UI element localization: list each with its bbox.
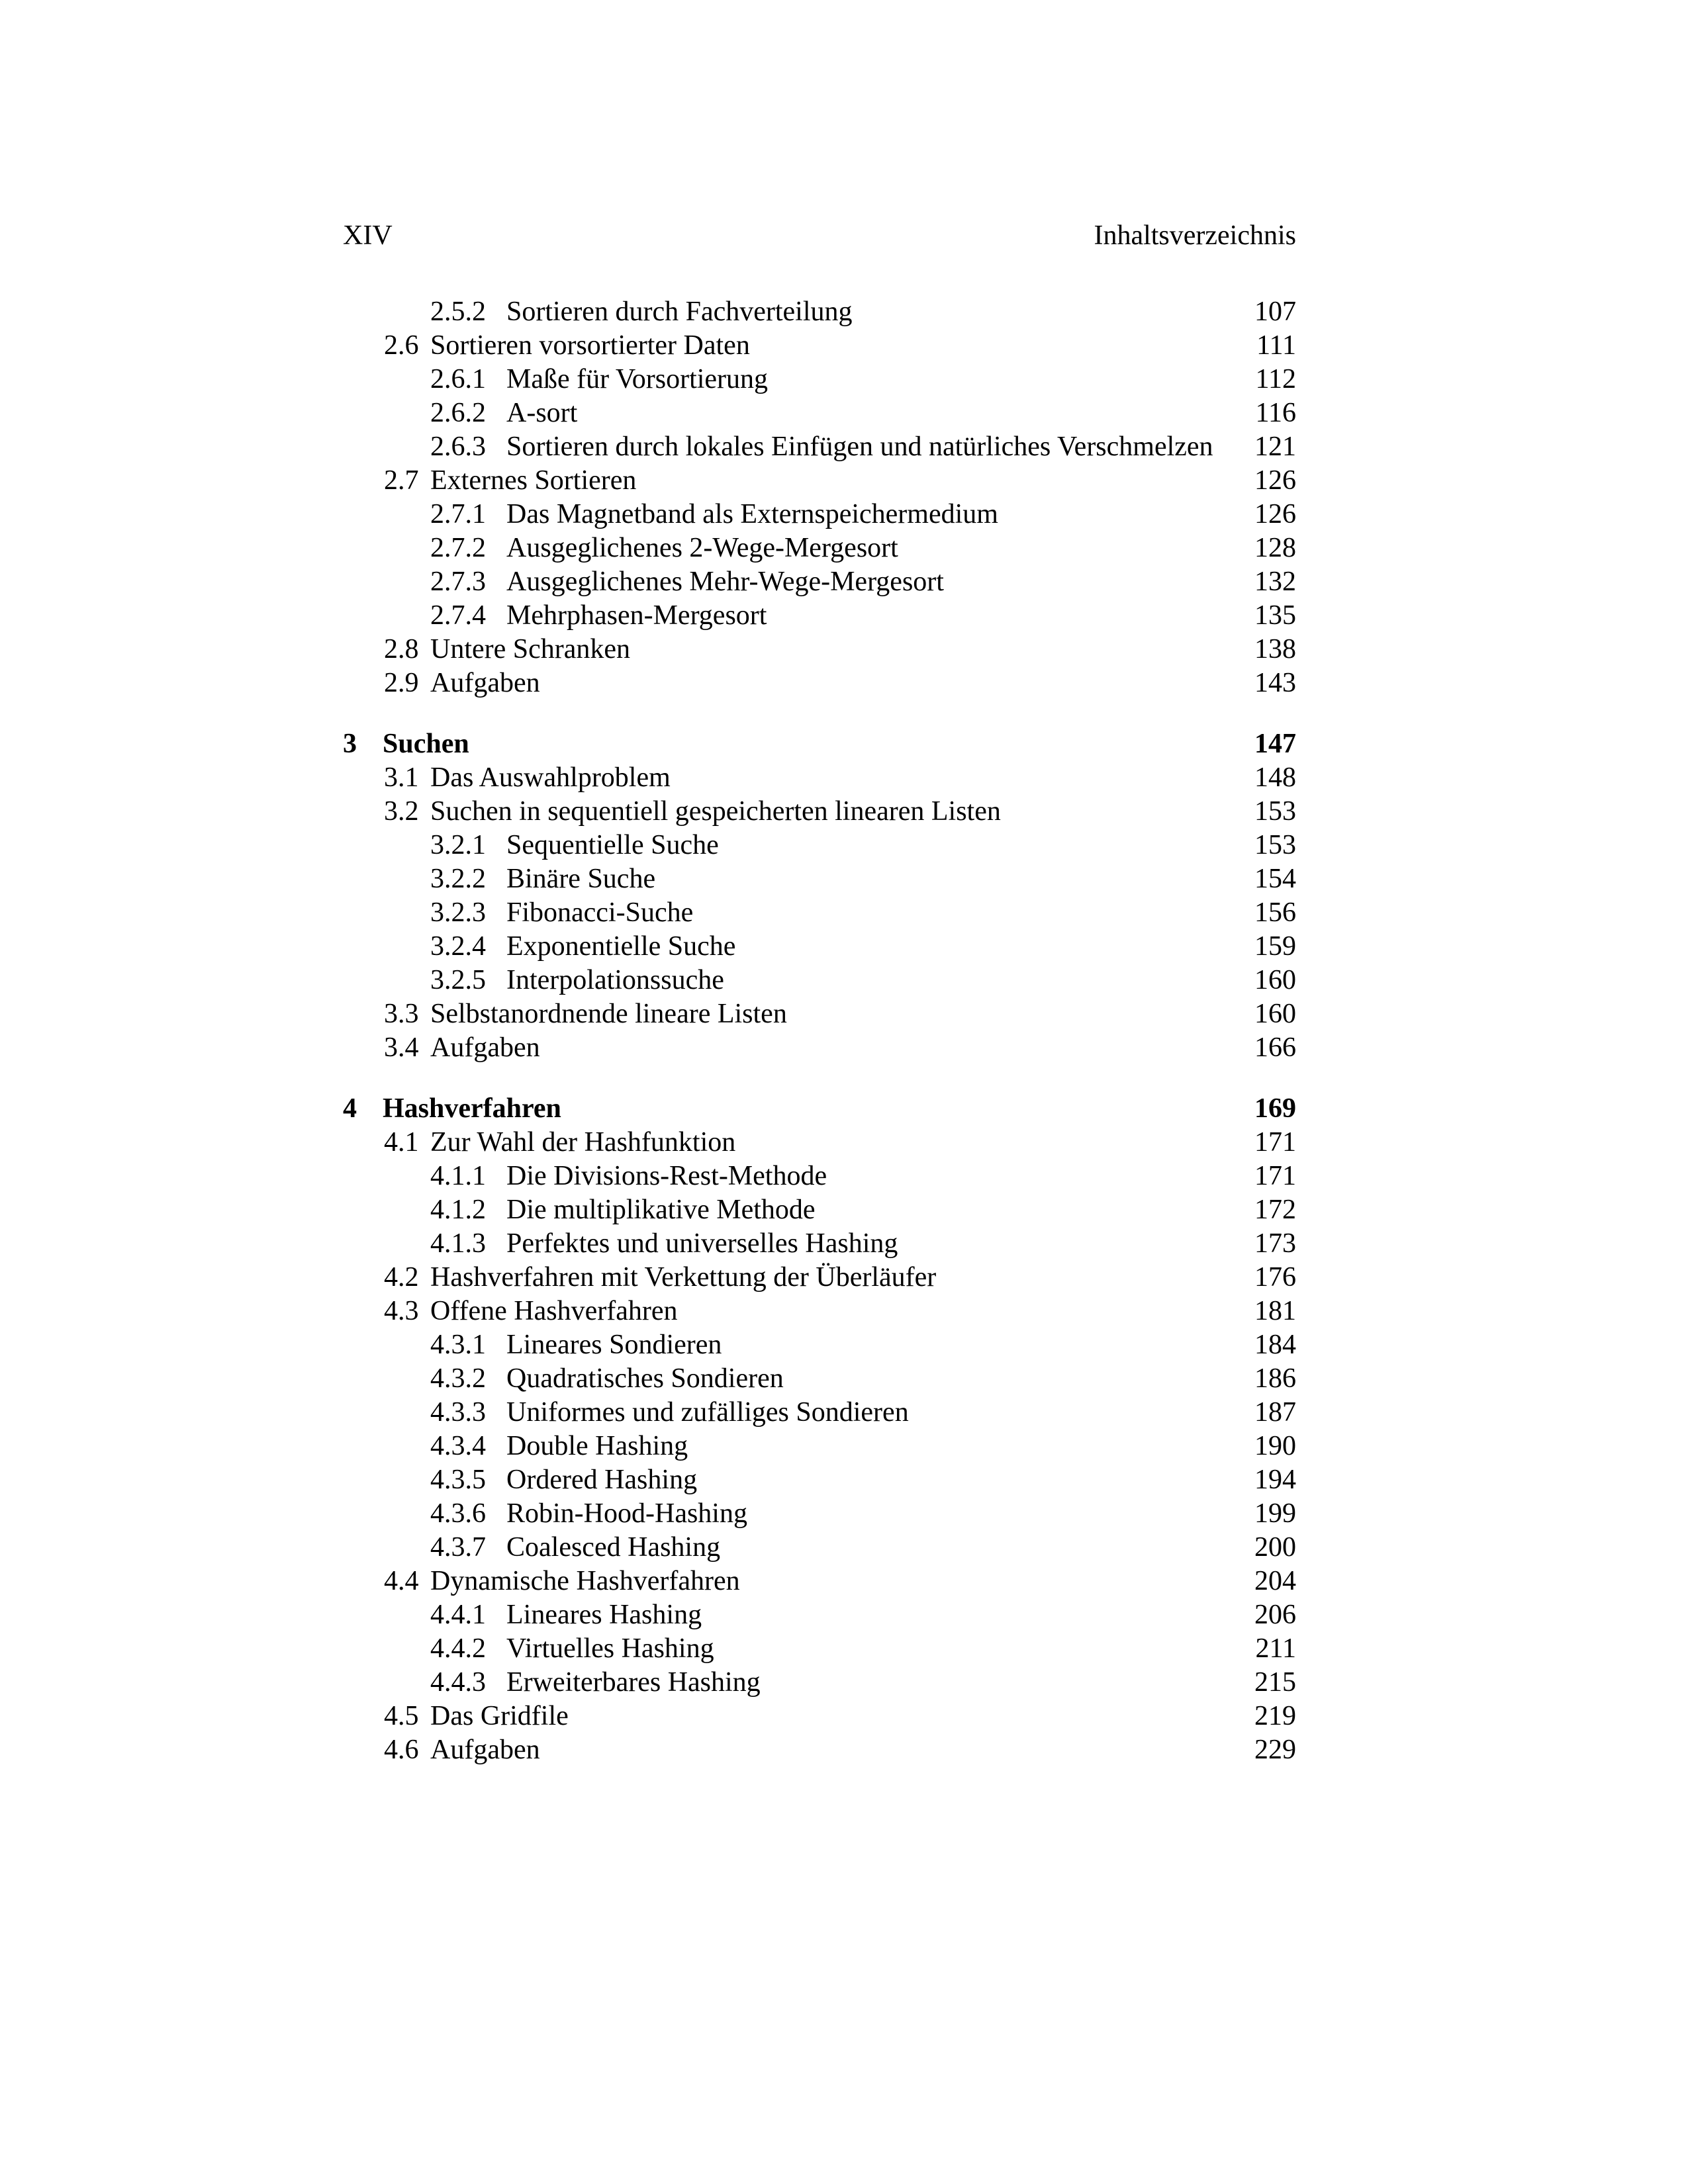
toc-entry-page: 160 bbox=[1254, 999, 1296, 1029]
toc-entry bbox=[343, 633, 1296, 666]
toc-entry-number: 2.6.1 bbox=[430, 364, 486, 394]
toc-entry-number: 2.7.3 bbox=[430, 567, 486, 597]
toc-entry-title: Robin-Hood-Hashing bbox=[506, 1498, 747, 1529]
toc-entry-number: 2.7.1 bbox=[430, 499, 486, 529]
toc-entry-number: 4.5 bbox=[384, 1701, 419, 1731]
toc-entry-page: 153 bbox=[1254, 796, 1296, 827]
running-head-title: Inhaltsverzeichnis bbox=[1094, 220, 1296, 251]
toc-entry-page: 181 bbox=[1254, 1296, 1296, 1326]
toc-entry-number: 4.6 bbox=[384, 1735, 419, 1765]
toc-entry-title: Die multiplikative Methode bbox=[506, 1195, 816, 1225]
toc-entry bbox=[343, 531, 1296, 565]
toc-entry bbox=[343, 1396, 1296, 1430]
toc-entry-page: 126 bbox=[1254, 465, 1296, 496]
toc-entry bbox=[343, 1531, 1296, 1565]
toc-entry-number: 3.2.2 bbox=[430, 864, 486, 894]
toc-entry-number: 3.1 bbox=[384, 762, 419, 793]
toc-page bbox=[343, 220, 1296, 1767]
toc-entry-number: 2.6.3 bbox=[430, 432, 486, 462]
toc-list bbox=[343, 295, 1296, 1767]
toc-entry-page: 116 bbox=[1255, 398, 1296, 428]
toc-entry-title: Externes Sortieren bbox=[430, 465, 637, 496]
toc-entry-title: Sortieren vorsortierter Daten bbox=[430, 330, 750, 361]
toc-entry-page: 229 bbox=[1254, 1735, 1296, 1765]
toc-entry-number: 3.2.4 bbox=[430, 931, 486, 962]
toc-entry-title: Das Auswahlproblem bbox=[430, 762, 671, 793]
toc-entry-page: 206 bbox=[1254, 1600, 1296, 1630]
toc-entry-title: Aufgaben bbox=[430, 668, 540, 698]
toc-entry bbox=[343, 1031, 1296, 1065]
toc-entry-title: Perfektes und universelles Hashing bbox=[506, 1228, 898, 1259]
toc-entry bbox=[343, 599, 1296, 633]
toc-entry-title: Sortieren durch lokales Einfügen und natürliches Verschmelzen bbox=[506, 432, 1213, 462]
toc-entry-page: 111 bbox=[1256, 330, 1296, 361]
toc-entry-number: 3.4 bbox=[384, 1032, 419, 1063]
toc-entry-page: 153 bbox=[1254, 830, 1296, 860]
toc-entry-page: 154 bbox=[1254, 864, 1296, 894]
toc-entry-page: 215 bbox=[1254, 1667, 1296, 1698]
toc-entry-title: Suchen bbox=[383, 729, 469, 759]
toc-entry-title: Quadratisches Sondieren bbox=[506, 1363, 784, 1394]
toc-entry-title: Selbstanordnende lineare Listen bbox=[430, 999, 787, 1029]
toc-entry-number: 3.3 bbox=[384, 999, 419, 1029]
toc-entry-page: 156 bbox=[1254, 897, 1296, 928]
toc-entry-number: 4.3.7 bbox=[430, 1532, 486, 1563]
toc-entry-page: 147 bbox=[1254, 729, 1296, 759]
toc-entry-title: Erweiterbares Hashing bbox=[506, 1667, 761, 1698]
toc-entry bbox=[343, 761, 1296, 795]
toc-entry-title: Zur Wahl der Hashfunktion bbox=[430, 1127, 736, 1158]
toc-entry-title: Maße für Vorsortierung bbox=[506, 364, 769, 394]
toc-entry bbox=[343, 964, 1296, 997]
toc-entry bbox=[343, 396, 1296, 430]
toc-entry-page: 171 bbox=[1254, 1161, 1296, 1191]
toc-entry-title: Mehrphasen-Mergesort bbox=[506, 600, 767, 631]
toc-entry-page: 186 bbox=[1254, 1363, 1296, 1394]
toc-entry-page: 204 bbox=[1254, 1566, 1296, 1596]
toc-entry-page: 112 bbox=[1255, 364, 1296, 394]
toc-entry-title: Interpolationssuche bbox=[506, 965, 724, 995]
toc-entry bbox=[343, 930, 1296, 964]
toc-entry-title: Aufgaben bbox=[430, 1735, 540, 1765]
toc-entry bbox=[343, 727, 1296, 761]
toc-entry-number: 4.3.6 bbox=[430, 1498, 486, 1529]
toc-entry-page: 160 bbox=[1254, 965, 1296, 995]
toc-entry bbox=[343, 1362, 1296, 1396]
toc-entry-title: Sequentielle Suche bbox=[506, 830, 719, 860]
toc-entry-page: 159 bbox=[1254, 931, 1296, 962]
toc-entry-number: 2.6.2 bbox=[430, 398, 486, 428]
toc-entry-page: 171 bbox=[1254, 1127, 1296, 1158]
toc-entry-page: 176 bbox=[1254, 1262, 1296, 1293]
toc-entry bbox=[343, 363, 1296, 396]
toc-entry bbox=[343, 1666, 1296, 1700]
toc-entry-page: 135 bbox=[1254, 600, 1296, 631]
toc-entry-title: Lineares Hashing bbox=[506, 1600, 702, 1630]
toc-entry-page: 132 bbox=[1254, 567, 1296, 597]
toc-entry-page: 219 bbox=[1254, 1701, 1296, 1731]
toc-entry-page: 107 bbox=[1254, 296, 1296, 327]
toc-entry-page: 184 bbox=[1254, 1330, 1296, 1360]
toc-entry bbox=[343, 1598, 1296, 1632]
toc-entry-title: Binäre Suche bbox=[506, 864, 656, 894]
toc-entry-title: A-sort bbox=[506, 398, 578, 428]
running-head bbox=[343, 220, 1296, 251]
toc-entry bbox=[343, 1227, 1296, 1261]
toc-entry-number: 4.1 bbox=[384, 1127, 419, 1158]
toc-entry bbox=[343, 329, 1296, 363]
toc-entry-title: Dynamische Hashverfahren bbox=[430, 1566, 740, 1596]
toc-entry bbox=[343, 1463, 1296, 1497]
toc-entry-number: 4.3.3 bbox=[430, 1397, 486, 1428]
toc-entry-number: 4.2 bbox=[384, 1262, 419, 1293]
toc-entry-page: 148 bbox=[1254, 762, 1296, 793]
toc-entry-title: Ausgeglichenes Mehr-Wege-Mergesort bbox=[506, 567, 944, 597]
toc-entry-page: 121 bbox=[1254, 432, 1296, 462]
toc-entry-title: Suchen in sequentiell gespeicherten linearen Listen bbox=[430, 796, 1001, 827]
toc-entry-number: 3.2 bbox=[384, 796, 419, 827]
toc-entry bbox=[343, 1126, 1296, 1160]
toc-entry bbox=[343, 1733, 1296, 1767]
toc-entry-number: 4.1.3 bbox=[430, 1228, 486, 1259]
toc-entry bbox=[343, 862, 1296, 896]
toc-entry-page: 190 bbox=[1254, 1431, 1296, 1461]
toc-entry-number: 4.4.2 bbox=[430, 1633, 486, 1664]
toc-entry-title: Das Gridfile bbox=[430, 1701, 569, 1731]
toc-entry-page: 169 bbox=[1254, 1093, 1296, 1124]
toc-entry-page: 126 bbox=[1254, 499, 1296, 529]
toc-entry-title: Virtuelles Hashing bbox=[506, 1633, 714, 1664]
toc-entry-number: 2.5.2 bbox=[430, 296, 486, 327]
toc-entry-title: Double Hashing bbox=[506, 1431, 688, 1461]
toc-entry-number: 4 bbox=[343, 1093, 357, 1124]
toc-entry-number: 4.3.1 bbox=[430, 1330, 486, 1360]
toc-entry-page: 211 bbox=[1255, 1633, 1296, 1664]
toc-entry bbox=[343, 1193, 1296, 1227]
toc-entry-number: 3.2.3 bbox=[430, 897, 486, 928]
running-head-page-number: XIV bbox=[343, 220, 393, 251]
toc-entry-number: 4.3 bbox=[384, 1296, 419, 1326]
toc-entry-number: 4.4.1 bbox=[430, 1600, 486, 1630]
toc-entry-title: Hashverfahren mit Verkettung der Überläufer bbox=[430, 1262, 937, 1293]
toc-entry bbox=[343, 430, 1296, 464]
toc-entry-title: Sortieren durch Fachverteilung bbox=[506, 296, 853, 327]
toc-entry-title: Lineares Sondieren bbox=[506, 1330, 722, 1360]
toc-entry-page: 138 bbox=[1254, 634, 1296, 664]
toc-entry-page: 187 bbox=[1254, 1397, 1296, 1428]
toc-entry bbox=[343, 464, 1296, 498]
toc-entry-title: Offene Hashverfahren bbox=[430, 1296, 678, 1326]
toc-entry bbox=[343, 1295, 1296, 1328]
toc-entry-page: 172 bbox=[1254, 1195, 1296, 1225]
toc-entry-page: 194 bbox=[1254, 1465, 1296, 1495]
toc-entry-number: 2.7.2 bbox=[430, 533, 486, 563]
toc-entry-title: Uniformes und zufälliges Sondieren bbox=[506, 1397, 909, 1428]
toc-entry-number: 2.7 bbox=[384, 465, 419, 496]
toc-entry-title: Hashverfahren bbox=[383, 1093, 561, 1124]
toc-entry-number: 2.6 bbox=[384, 330, 419, 361]
toc-entry bbox=[343, 997, 1296, 1031]
toc-entry-number: 4.3.2 bbox=[430, 1363, 486, 1394]
toc-entry bbox=[343, 1565, 1296, 1598]
toc-entry-title: Die Divisions-Rest-Methode bbox=[506, 1161, 827, 1191]
toc-entry-number: 3.2.1 bbox=[430, 830, 486, 860]
toc-entry bbox=[343, 1328, 1296, 1362]
toc-entry-page: 199 bbox=[1254, 1498, 1296, 1529]
toc-entry bbox=[343, 795, 1296, 829]
toc-entry-page: 143 bbox=[1254, 668, 1296, 698]
toc-entry-number: 4.4.3 bbox=[430, 1667, 486, 1698]
toc-entry-number: 4.3.5 bbox=[430, 1465, 486, 1495]
toc-entry-number: 2.7.4 bbox=[430, 600, 486, 631]
toc-entry-number: 3.2.5 bbox=[430, 965, 486, 995]
toc-entry bbox=[343, 498, 1296, 531]
toc-entry-title: Aufgaben bbox=[430, 1032, 540, 1063]
toc-entry-number: 4.4 bbox=[384, 1566, 419, 1596]
toc-entry bbox=[343, 666, 1296, 700]
toc-entry-title: Untere Schranken bbox=[430, 634, 631, 664]
toc-entry-page: 166 bbox=[1254, 1032, 1296, 1063]
toc-entry-title: Coalesced Hashing bbox=[506, 1532, 721, 1563]
toc-entry-number: 4.1.2 bbox=[430, 1195, 486, 1225]
toc-entry-title: Ausgeglichenes 2-Wege-Mergesort bbox=[506, 533, 898, 563]
toc-entry bbox=[343, 1700, 1296, 1733]
toc-entry-page: 200 bbox=[1254, 1532, 1296, 1563]
toc-entry bbox=[343, 1497, 1296, 1531]
toc-entry bbox=[343, 1160, 1296, 1193]
toc-entry bbox=[343, 1632, 1296, 1666]
toc-entry bbox=[343, 829, 1296, 862]
toc-entry bbox=[343, 1092, 1296, 1126]
toc-entry bbox=[343, 295, 1296, 329]
toc-entry bbox=[343, 565, 1296, 599]
toc-entry-page: 128 bbox=[1254, 533, 1296, 563]
toc-entry-number: 4.1.1 bbox=[430, 1161, 486, 1191]
toc-entry-number: 3 bbox=[343, 729, 357, 759]
toc-entry-number: 4.3.4 bbox=[430, 1431, 486, 1461]
toc-entry bbox=[343, 1430, 1296, 1463]
toc-entry-number: 2.8 bbox=[384, 634, 419, 664]
toc-entry bbox=[343, 896, 1296, 930]
toc-entry-page: 173 bbox=[1254, 1228, 1296, 1259]
toc-entry-title: Das Magnetband als Externspeichermedium bbox=[506, 499, 998, 529]
toc-entry-title: Ordered Hashing bbox=[506, 1465, 698, 1495]
toc-entry-title: Exponentielle Suche bbox=[506, 931, 736, 962]
toc-entry-number: 2.9 bbox=[384, 668, 419, 698]
toc-entry bbox=[343, 1261, 1296, 1295]
toc-entry-title: Fibonacci-Suche bbox=[506, 897, 694, 928]
